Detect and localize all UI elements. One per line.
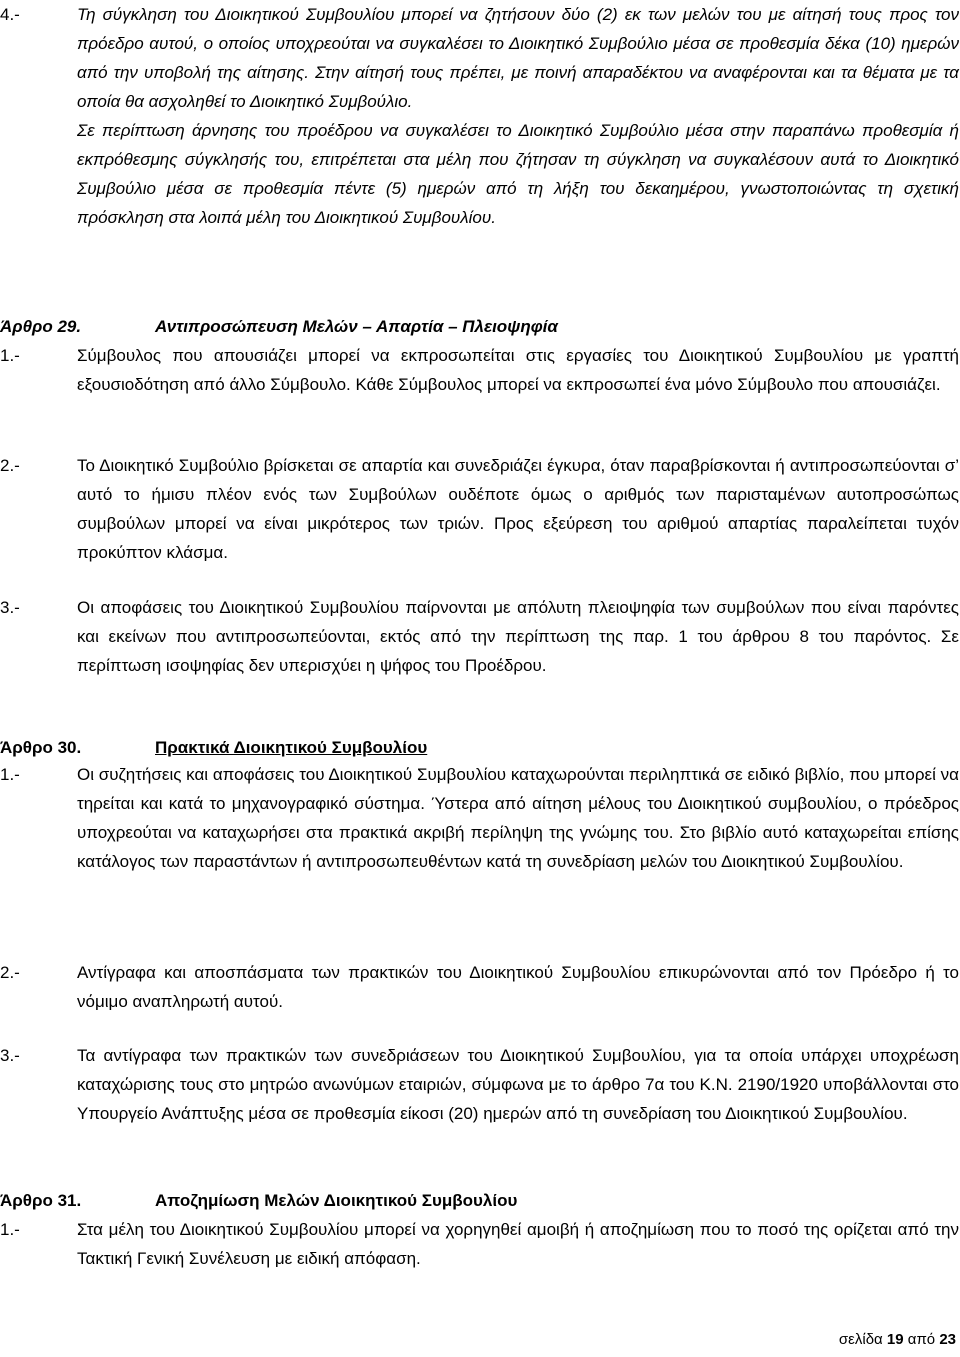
item-text: Το Διοικητικό Συμβούλιο βρίσκεται σε απαρτία και συνεδριάζει έγκυρα, όταν παραβρίσκονται ή αντιπροσωπεύονται σ’ αυτό το ήμισυ πλέον ενός των Συμβούλων ουδέποτε όμως ο αριθμός των παρισταμένων αυτοπροσώπως συμβούλων μπορεί να είναι μικρότερος των τριών. Προς εξεύρεση του αριθμού απαρτίας παραλείπεται τυχόν προκύπτον κλάσμα. [77, 456, 959, 562]
footer-prefix: σελίδα [838, 1331, 883, 1348]
item-text: Οι αποφάσεις του Διοικητικού Συμβουλίου παίρνονται με απόλυτη πλειοψηφία των συμβούλων που είναι παρόντες και εκείνων που αντιπροσωπεύονται, εκτός από την περίπτωση της παρ. 1 του άρθρου 8 του παρόντος. Σε περίπτωση ισοψηφίας δεν υπερισχύει η ψήφος του Προέδρου. [77, 598, 959, 675]
article-title: Αποζημίωση Μελών Διοικητικού Συμβουλίου [155, 1191, 518, 1210]
article-number: Άρθρο 29. [0, 317, 82, 336]
item-number: 3.- [0, 598, 20, 617]
item-text: Οι συζητήσεις και αποφάσεις του Διοικητικού Συμβουλίου καταχωρούνται περιληπτικά σε ειδικό βιβλίο, που μπορεί να τηρείται και κατά το μηχανογραφικό σύστημα. Ύστερα από αίτηση μέλους του Διοικητικού συμβουλίου, ο πρόεδρος υποχρεούται να καταχωρήσει στα πρακτικά ακριβή περίληψη της γνώμης του. Στο βιβλίο αυτό καταχωρείται επίσης κατάλογος των παραστάντων ή αντιπροσωπευθέντων κατά τη συνεδρίαση μελών του Διοικητικού Συμβουλίου. [77, 765, 959, 871]
paragraph: Τη σύγκληση του Διοικητικού Συμβουλίου μπορεί να ζητήσουν δύο (2) εκ των μελών του με αίτησή τους προς τον πρόεδρο αυτού, ο οποίος υποχρεούται να συγκαλέσει το Διοικητικό Συμβούλιο μέσα σε προθεσμία δέκα (10) ημερών από την υποβολή της αίτησης. Στην αίτησή τους πρέπει, με ποινή απαραδέκτου να αναφέρονται και τα θέματα με τα οποία θα ασχοληθεί το Διοικητικό Συμβούλιο. [77, 5, 959, 111]
item-number: 2.- [0, 456, 20, 475]
item-number: 2.- [0, 963, 20, 982]
item-text: Τα αντίγραφα των πρακτικών των συνεδριάσεων του Διοικητικού Συμβουλίου, για τα οποία υπάρχει υποχρέωση καταχώρισης τους στο μητρώο ανωνύμων εταιριών, σύμφωνα με το άρθρο 7α του Κ.Ν. 2190/1920 υποβάλλονται στο Υπουργείο Ανάπτυξης μέσα σε προθεσμία είκοσι (20) ημερών από τη συνεδρίαση του Διοικητικού Συμβουλίου. [77, 1046, 959, 1123]
article-31-heading [0, 1186, 960, 1215]
item-text: Αντίγραφα και αποσπάσματα των πρακτικών του Διοικητικού Συμβουλίου επικυρώνονται από τον Πρόεδρο ή το νόμιμο αναπληρωτή αυτού. [77, 963, 959, 1011]
item-number: 1.- [0, 1220, 20, 1239]
article-number: Άρθρο 31. [0, 1191, 82, 1210]
article-title: Πρακτικά Διοικητικού Συμβουλίου [155, 738, 428, 757]
current-page-number: 19 [886, 1331, 904, 1348]
article-title: Αντιπροσώπευση Μελών – Απαρτία – Πλειοψηφία [155, 317, 558, 336]
item-number: 1.- [0, 765, 20, 784]
item-text: Σύμβουλος που απουσιάζει μπορεί να εκπροσωπείται στις εργασίες του Διοικητικού Συμβουλίου με γραπτή εξουσιοδότηση από άλλο Σύμβουλο. Κάθε Σύμβουλος μπορεί να εκπροσωπεί ένα μόνο Σύμβουλο που απουσιάζει. [77, 346, 959, 394]
total-pages: 23 [939, 1331, 956, 1348]
footer-of: από [907, 1331, 936, 1348]
item-text [77, 0, 959, 232]
article-30-heading [0, 733, 960, 762]
paragraph: Σε περίπτωση άρνησης του προέδρου να συγκαλέσει το Διοικητικό Συμβούλιο μέσα στην παραπάνω προθεσμία ή εκπρόθεσμης σύγκλησής του, επιτρέπεται στα μέλη που ζήτησαν τη σύγκληση να συγκαλέσουν αυτά το Διοικητικό Συμβούλιο μέσα σε προθεσμία πέντε (5) ημερών από τη λήξη του δεκαημέρου, γνωστοποιώντας τη σχετική πρόσκληση στα λοιπά μέλη του Διοικητικού Συμβουλίου. [77, 121, 959, 227]
item-text: Στα μέλη του Διοικητικού Συμβουλίου μπορεί να χορηγηθεί αμοιβή ή αποζημίωση που το ποσό της ορίζεται από την Τακτική Γενική Συνέλευση με ειδική απόφαση. [77, 1220, 959, 1268]
page-footer [839, 1330, 956, 1350]
item-number: 3.- [0, 1046, 20, 1065]
article-29-heading [0, 312, 960, 341]
item-number: 4.- [0, 5, 20, 24]
item-4 [0, 0, 960, 290]
article-number: Άρθρο 30. [0, 738, 82, 757]
item-number: 1.- [0, 346, 20, 365]
